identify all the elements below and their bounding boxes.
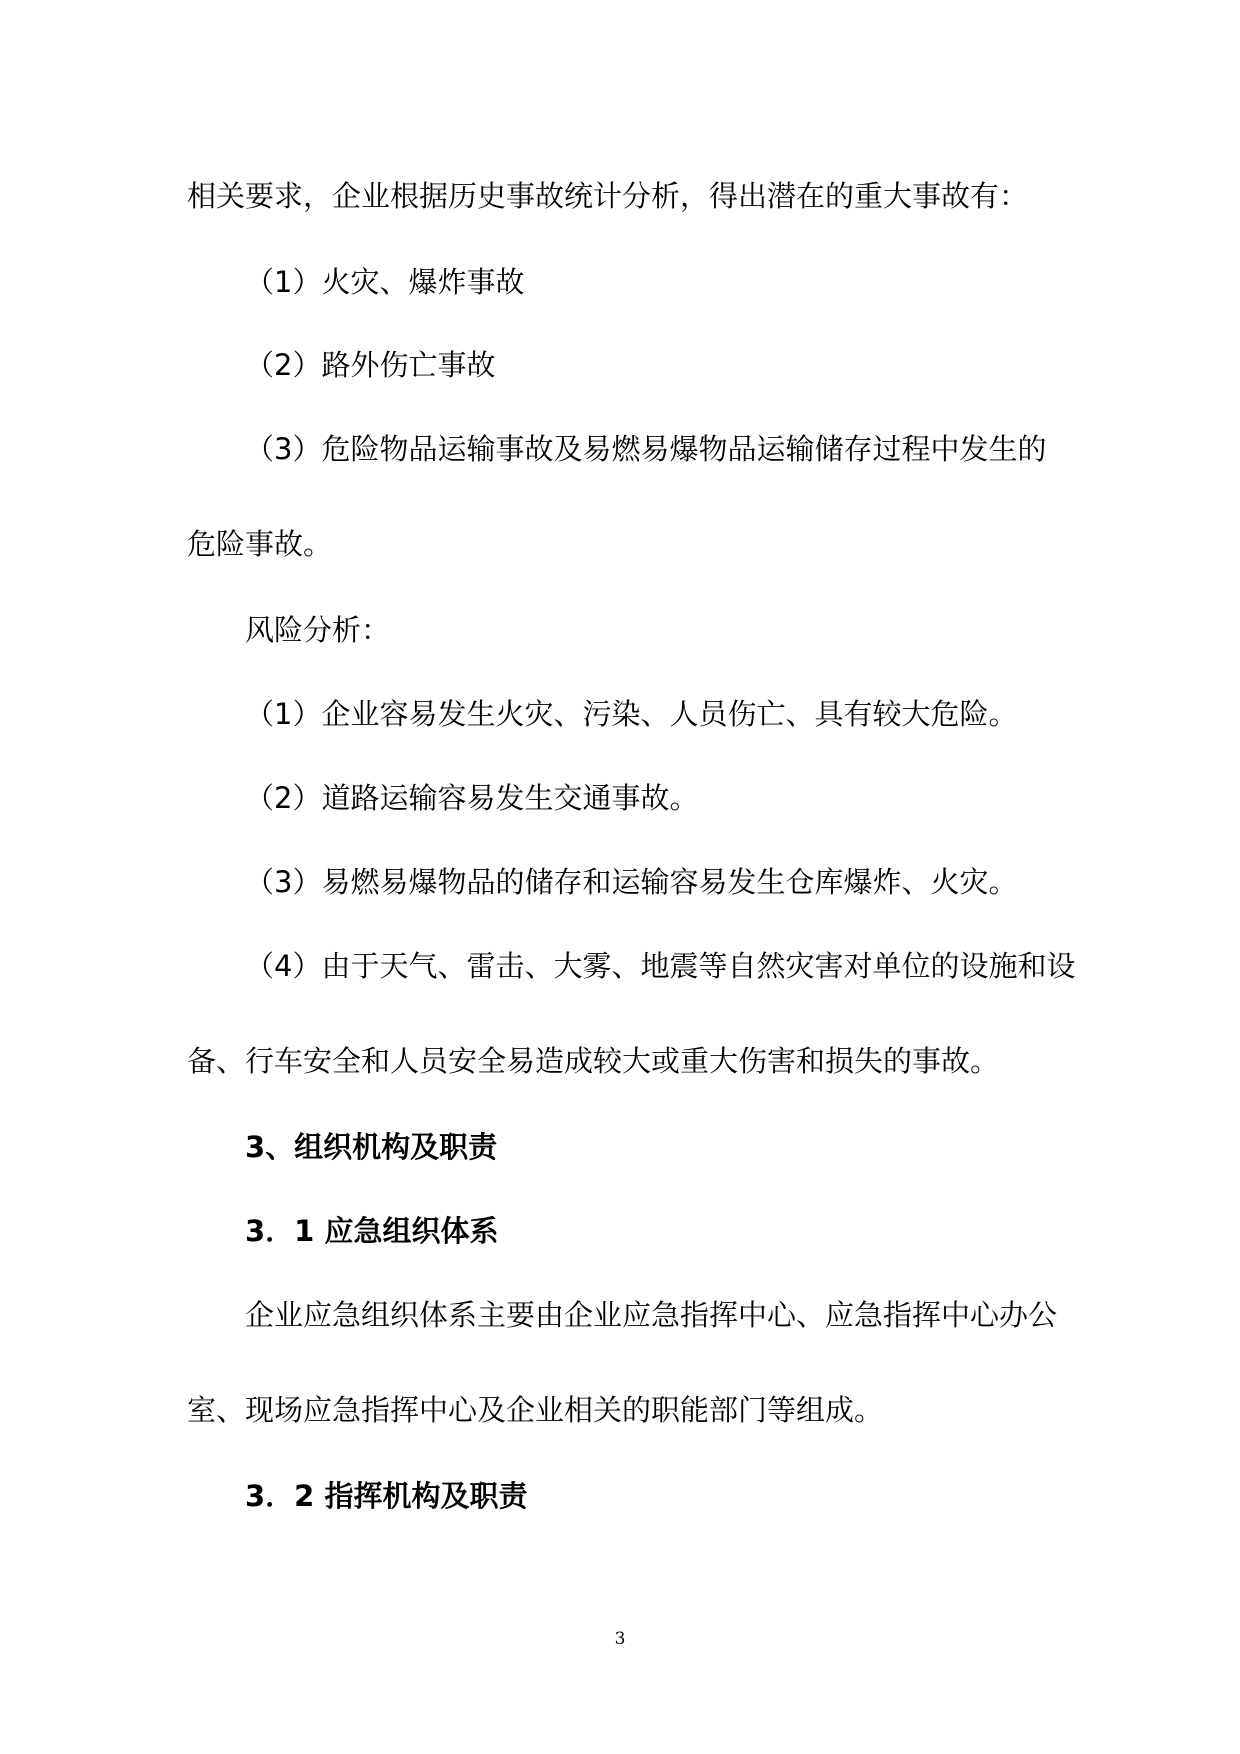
accident-item-3-continued: 危险事故。 (187, 527, 333, 561)
org-system-paragraph: 企业应急组织体系主要由企业应急指挥中心、应急指挥中心办公 (245, 1298, 1058, 1332)
accident-item-1: （1）火灾、爆炸事故 (245, 265, 525, 299)
accident-item-2: （2）路外伤亡事故 (245, 348, 496, 382)
accident-item-3: （3）危险物品运输事故及易燃易爆物品运输储存过程中发生的 (245, 432, 1047, 466)
risk-item-4: （4）由于天气、雷击、大雾、地震等自然灾害对单位的设施和设 (245, 949, 1076, 983)
section-heading-3-2: 3．2 指挥机构及职责 (245, 1479, 528, 1513)
risk-item-1: （1）企业容易发生火灾、污染、人员伤亡、具有较大危险。 (245, 697, 1018, 731)
risk-item-3: （3）易燃易爆物品的储存和运输容易发生仓库爆炸、火灾。 (245, 865, 1018, 899)
org-system-paragraph-continued: 室、现场应急指挥中心及企业相关的职能部门等组成。 (187, 1393, 884, 1427)
risk-item-2: （2）道路运输容易发生交通事故。 (245, 781, 699, 815)
section-heading-3: 3、组织机构及职责 (245, 1130, 498, 1164)
risk-item-4-continued: 备、行车安全和人员安全易造成较大或重大伤害和损失的事故。 (187, 1044, 1000, 1078)
section-heading-3-1: 3．1 应急组织体系 (245, 1214, 499, 1248)
page-number: 3 (614, 1629, 626, 1649)
risk-analysis-heading: 风险分析： (245, 613, 391, 647)
paragraph-intro-line: 相关要求，企业根据历史事故统计分析，得出潜在的重大事故有： (187, 179, 1029, 213)
